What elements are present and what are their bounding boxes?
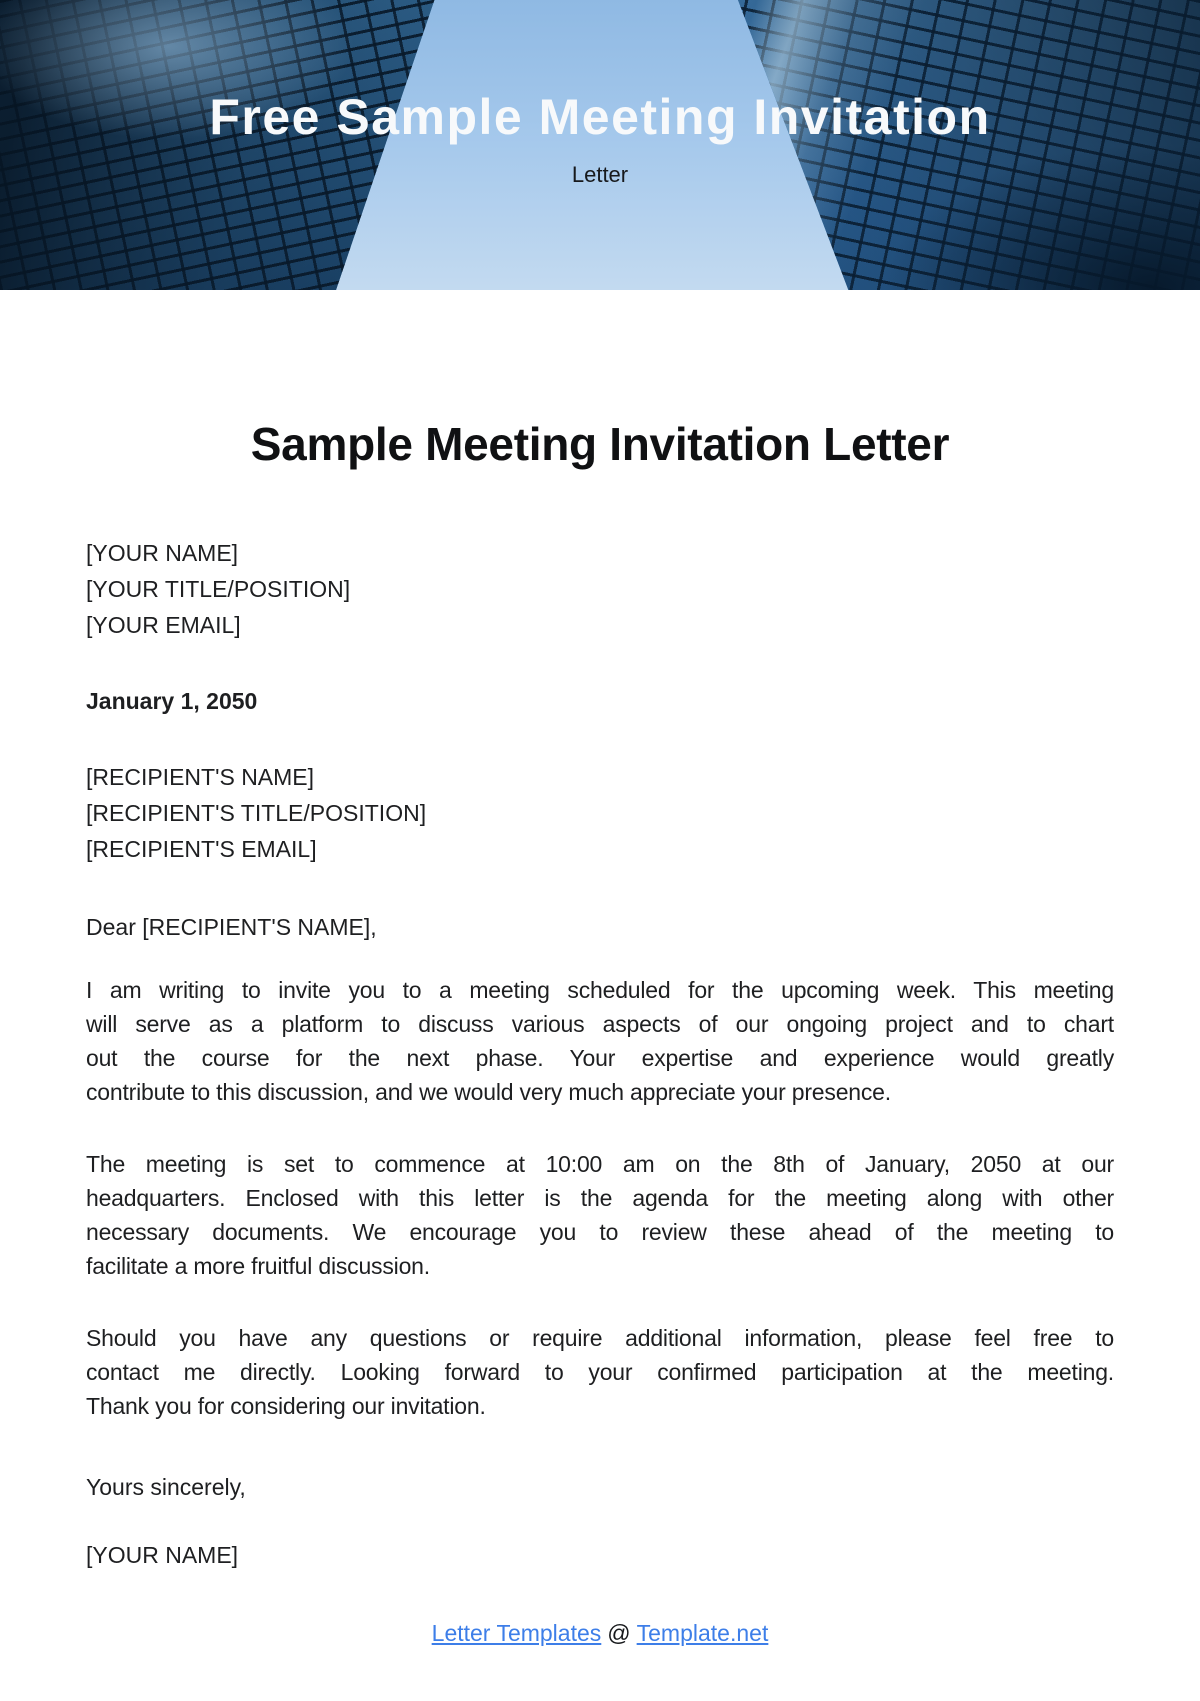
hero-subtitle: Letter <box>571 162 629 187</box>
paragraph-3 <box>86 1321 1114 1423</box>
sender-title: [YOUR TITLE/POSITION] <box>86 576 351 602</box>
sender-name: [YOUR NAME] <box>86 540 239 566</box>
hero-content <box>0 0 1200 188</box>
letter-templates-link[interactable]: Letter Templates <box>431 1620 602 1646</box>
body-line: Thank you for considering our invitation. <box>86 1393 486 1419</box>
recipient-block <box>86 759 1114 867</box>
body-line: contribute to this discussion, and we would very much appreciate your presence. <box>86 1079 891 1105</box>
sender-email: [YOUR EMAIL] <box>86 612 241 638</box>
body-line: out the course for the next phase. Your expertise and experience would greatly <box>86 1045 1114 1071</box>
body-line: I am writing to invite you to a meeting scheduled for the upcoming week. This meeting <box>86 977 1114 1003</box>
footer-links <box>86 1617 1114 1649</box>
body-line: The meeting is set to commence at 10:00 am on the 8th of January, 2050 at our <box>86 1151 1114 1177</box>
body-line: necessary documents. We encourage you to review these ahead of the meeting to <box>86 1219 1114 1245</box>
sender-block <box>86 535 1114 643</box>
letter-document <box>0 418 1200 1649</box>
letter-title: Sample Meeting Invitation Letter <box>250 418 950 470</box>
recipient-name: [RECIPIENT'S NAME] <box>86 764 315 790</box>
closing: Yours sincerely, <box>86 1474 246 1500</box>
recipient-title: [RECIPIENT'S TITLE/POSITION] <box>86 800 427 826</box>
template-net-link[interactable]: Template.net <box>636 1620 769 1646</box>
at-separator: @ <box>607 1620 631 1646</box>
body-line: Should you have any questions or require additional information, please feel free to <box>86 1325 1114 1351</box>
letter-date: January 1, 2050 <box>86 688 258 714</box>
paragraph-1 <box>86 973 1114 1109</box>
body-line: will serve as a platform to discuss various aspects of our ongoing project and to chart <box>86 1011 1114 1037</box>
body-line: contact me directly. Looking forward to your confirmed participation at the meeting. <box>86 1359 1114 1385</box>
paragraph-2 <box>86 1147 1114 1283</box>
recipient-email: [RECIPIENT'S EMAIL] <box>86 836 317 862</box>
body-line: facilitate a more fruitful discussion. <box>86 1253 430 1279</box>
body-line: headquarters. Enclosed with this letter is the agenda for the meeting along with other <box>86 1185 1114 1211</box>
salutation: Dear [RECIPIENT'S NAME], <box>86 914 377 940</box>
hero-banner <box>0 0 1200 290</box>
signature: [YOUR NAME] <box>86 1542 239 1568</box>
hero-title: Free Sample Meeting Invitation <box>209 89 991 145</box>
